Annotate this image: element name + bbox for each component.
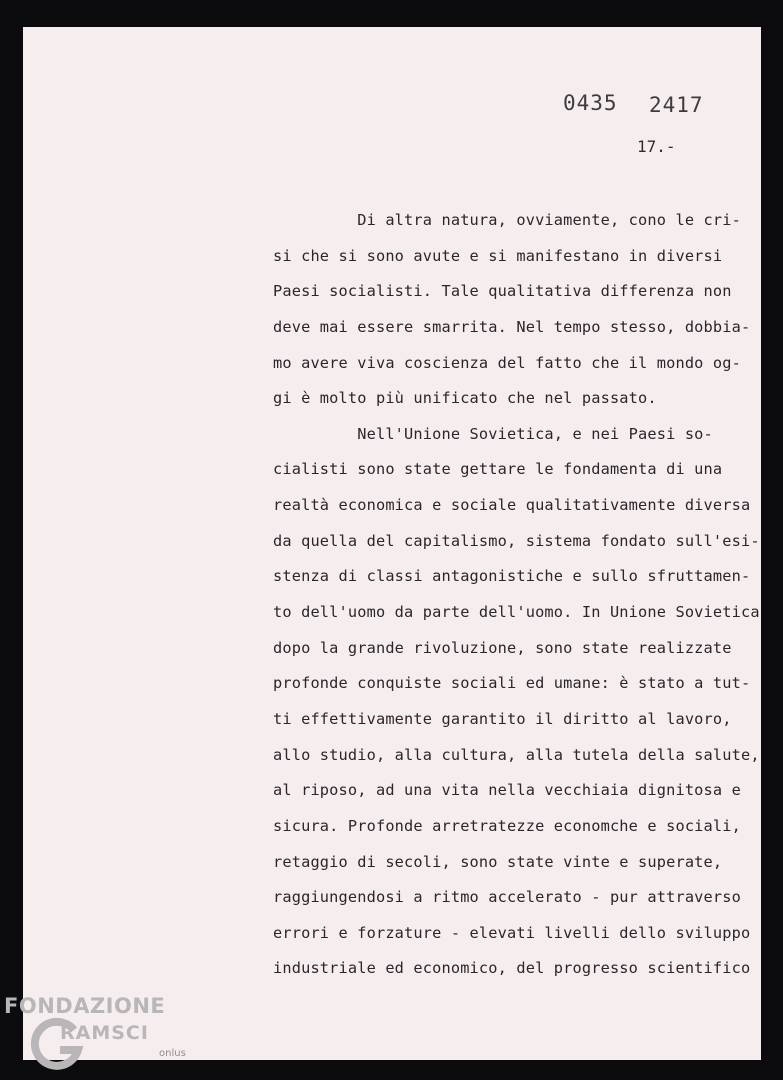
text-line: sicura. Profonde arretratezze economche e sociali, <box>273 816 741 835</box>
typewritten-body <box>273 203 763 987</box>
text-line: Nell'Unione Sovietica, e nei Paesi so- <box>273 424 713 443</box>
text-line: si che si sono avute e si manifestano in diversi <box>273 246 723 265</box>
text-line: industriale ed economico, del progresso scientifico <box>273 959 751 978</box>
text-line: al riposo, ad una vita nella vecchiaia dignitosa e <box>273 781 741 800</box>
text-line: raggiungendosi a ritmo accelerato - pur attraverso <box>273 888 741 907</box>
watermark-suffix: onlus <box>159 1048 186 1059</box>
text-line: Di altra natura, ovviamente, cono le cri- <box>273 211 741 229</box>
text-line: gi è molto più unificato che nel passato. <box>273 389 657 408</box>
text-line: realtà economica e sociale qualitativamente diversa <box>273 496 751 515</box>
text-line: profonde conquiste sociali ed umane: è stato a tut- <box>273 674 751 693</box>
text-line: retaggio di secoli, sono state vinte e superate, <box>273 852 723 871</box>
text-line: errori e forzature - elevati livelli dello sviluppo <box>273 923 751 942</box>
watermark-line1: FONDAZIONE <box>4 994 166 1018</box>
text-line: to dell'uomo da parte dell'uomo. In Unione Sovietica <box>273 603 760 622</box>
text-line: allo studio, alla cultura, alla tutela della salute, <box>273 745 760 764</box>
document-page <box>23 27 761 1060</box>
watermark-line2: RAMSCI <box>60 1022 149 1044</box>
text-line: Paesi socialisti. Tale qualitativa differenza non <box>273 282 732 301</box>
text-line: stenza di classi antagonistiche e sullo sfruttamen- <box>273 567 751 586</box>
text-line: cialisti sono state gettare le fondamenta di una <box>273 460 723 479</box>
page-number: 17.- <box>637 137 676 156</box>
text-line: da quella del capitalismo, sistema fondato sull'esi- <box>273 531 760 550</box>
text-line: dopo la grande rivoluzione, sono state realizzate <box>273 638 732 657</box>
text-line: deve mai essere smarrita. Nel tempo stesso, dobbia- <box>273 317 751 336</box>
archive-number-right: 2417 <box>649 93 704 117</box>
text-line: ti effettivamente garantito il diritto al lavoro, <box>273 709 732 728</box>
text-line: mo avere viva coscienza del fatto che il mondo og- <box>273 353 741 372</box>
archive-number-left: 0435 <box>563 91 618 115</box>
fondazione-gramsci-watermark <box>4 994 194 1076</box>
